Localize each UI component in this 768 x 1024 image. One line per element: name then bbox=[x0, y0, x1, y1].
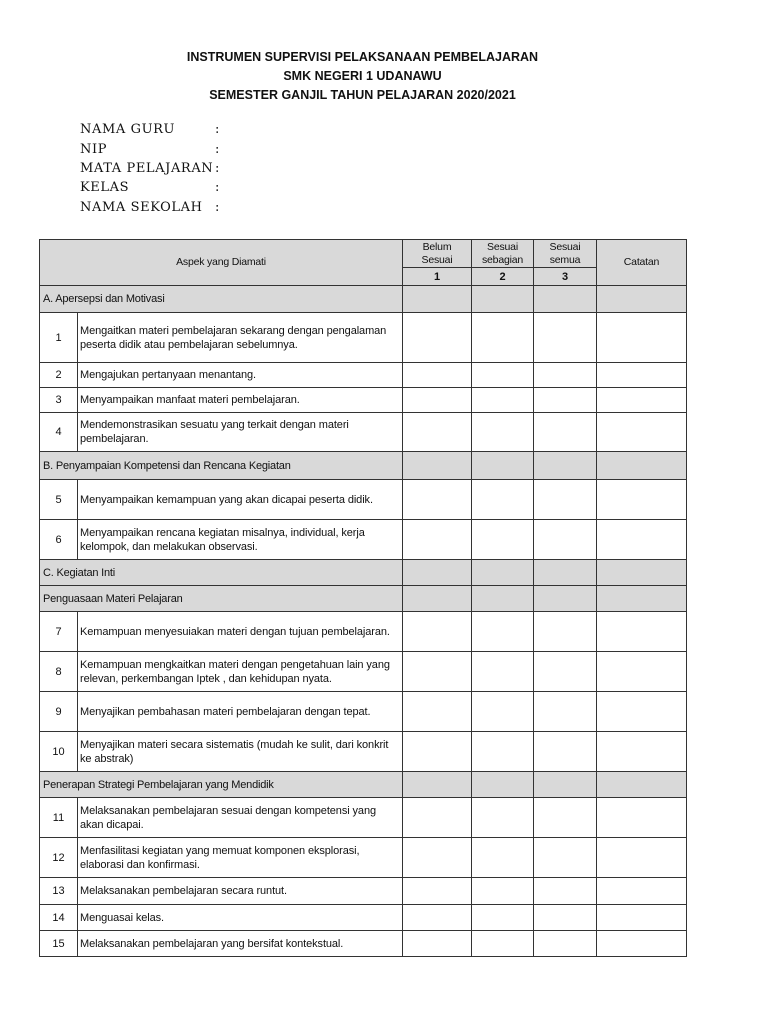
score-cell[interactable] bbox=[472, 772, 534, 798]
score-cell[interactable] bbox=[403, 313, 472, 363]
score-cell[interactable] bbox=[403, 772, 472, 798]
header-aspek: Aspek yang Diamati bbox=[40, 240, 403, 286]
notes-cell[interactable] bbox=[597, 878, 687, 905]
table-row bbox=[40, 413, 687, 452]
score-cell[interactable] bbox=[403, 838, 472, 878]
row-number: 15 bbox=[40, 931, 78, 957]
header-score-3: 3 bbox=[534, 268, 597, 286]
score-cell[interactable] bbox=[472, 413, 534, 452]
score-cell[interactable] bbox=[403, 452, 472, 480]
row-aspect-text: Menyampaikan rencana kegiatan misalnya, individual, kerja kelompok, dan melakukan observasi. bbox=[78, 520, 403, 560]
score-cell[interactable] bbox=[403, 878, 472, 905]
row-number: 12 bbox=[40, 838, 78, 878]
score-cell[interactable] bbox=[403, 652, 472, 692]
score-cell[interactable] bbox=[472, 905, 534, 931]
table-row bbox=[40, 931, 687, 957]
score-cell[interactable] bbox=[534, 772, 597, 798]
section-row bbox=[40, 586, 687, 612]
score-cell[interactable] bbox=[403, 560, 472, 586]
notes-cell[interactable] bbox=[597, 560, 687, 586]
score-cell[interactable] bbox=[472, 612, 534, 652]
score-cell[interactable] bbox=[472, 732, 534, 772]
score-cell[interactable] bbox=[472, 692, 534, 732]
notes-cell[interactable] bbox=[597, 931, 687, 957]
score-cell[interactable] bbox=[403, 612, 472, 652]
field-label: MATA PELAJARAN bbox=[80, 161, 214, 176]
score-cell[interactable] bbox=[534, 586, 597, 612]
row-number: 4 bbox=[40, 413, 78, 452]
school-name: SMK NEGERI 1 UDANAWU bbox=[283, 69, 442, 83]
score-cell[interactable] bbox=[534, 905, 597, 931]
notes-cell[interactable] bbox=[597, 313, 687, 363]
notes-cell[interactable] bbox=[597, 732, 687, 772]
row-aspect-text: Menguasai kelas. bbox=[78, 905, 403, 931]
notes-cell[interactable] bbox=[597, 520, 687, 560]
header-sesuai-sebagian: Sesuai sebagian bbox=[472, 240, 534, 268]
notes-cell[interactable] bbox=[597, 905, 687, 931]
field-colon: : bbox=[215, 161, 220, 176]
score-cell[interactable] bbox=[403, 732, 472, 772]
supervision-table bbox=[39, 239, 687, 957]
table-row bbox=[40, 313, 687, 363]
score-cell[interactable] bbox=[472, 652, 534, 692]
document-title: INSTRUMEN SUPERVISI PELAKSANAAN PEMBELAJARAN bbox=[186, 50, 539, 64]
score-cell[interactable] bbox=[472, 878, 534, 905]
notes-cell[interactable] bbox=[597, 413, 687, 452]
score-cell[interactable] bbox=[403, 931, 472, 957]
row-aspect-text: Menyajikan materi secara sistematis (mudah ke sulit, dari konkrit ke abstrak) bbox=[78, 732, 403, 772]
notes-cell[interactable] bbox=[597, 612, 687, 652]
score-cell[interactable] bbox=[403, 520, 472, 560]
table-row bbox=[40, 388, 687, 413]
score-cell[interactable] bbox=[403, 692, 472, 732]
row-aspect-text: Mengajukan pertanyaan menantang. bbox=[78, 363, 403, 388]
score-cell[interactable] bbox=[403, 905, 472, 931]
section-row bbox=[40, 560, 687, 586]
score-cell[interactable] bbox=[403, 388, 472, 413]
header-catatan: Catatan bbox=[597, 240, 687, 286]
notes-cell[interactable] bbox=[597, 652, 687, 692]
score-cell[interactable] bbox=[534, 363, 597, 388]
field-nama-guru bbox=[80, 120, 260, 140]
row-number: 1 bbox=[40, 313, 78, 363]
row-number: 2 bbox=[40, 363, 78, 388]
notes-cell[interactable] bbox=[597, 480, 687, 520]
score-cell[interactable] bbox=[534, 692, 597, 732]
header-score-1: 1 bbox=[403, 268, 472, 286]
notes-cell[interactable] bbox=[597, 452, 687, 480]
row-number: 3 bbox=[40, 388, 78, 413]
score-cell[interactable] bbox=[403, 413, 472, 452]
table-row bbox=[40, 480, 687, 520]
table-row bbox=[40, 798, 687, 838]
row-aspect-text: Kemampuan mengkaitkan materi dengan pengetahuan lain yang relevan, perkembangan Iptek , dan kehidupan nyata. bbox=[78, 652, 403, 692]
score-cell[interactable] bbox=[534, 838, 597, 878]
row-number: 8 bbox=[40, 652, 78, 692]
score-cell[interactable] bbox=[403, 363, 472, 388]
field-colon: : bbox=[215, 122, 220, 137]
field-nip bbox=[80, 140, 260, 160]
score-cell[interactable] bbox=[534, 452, 597, 480]
score-cell[interactable] bbox=[472, 931, 534, 957]
table-row bbox=[40, 838, 687, 878]
field-kelas bbox=[80, 178, 260, 198]
row-aspect-text: Menyajikan pembahasan materi pembelajaran dengan tepat. bbox=[78, 692, 403, 732]
score-cell[interactable] bbox=[534, 931, 597, 957]
score-cell[interactable] bbox=[472, 798, 534, 838]
row-aspect-text: Melaksanakan pembelajaran secara runtut. bbox=[78, 878, 403, 905]
score-cell[interactable] bbox=[403, 798, 472, 838]
score-cell[interactable] bbox=[534, 798, 597, 838]
field-colon: : bbox=[215, 200, 220, 215]
row-number: 7 bbox=[40, 612, 78, 652]
subsection-c2-label: Penerapan Strategi Pembelajaran yang Mendidik bbox=[40, 772, 403, 798]
score-cell[interactable] bbox=[472, 363, 534, 388]
field-label: NIP bbox=[80, 142, 108, 157]
table-row bbox=[40, 905, 687, 931]
table-row bbox=[40, 878, 687, 905]
score-cell[interactable] bbox=[403, 286, 472, 313]
table-row bbox=[40, 612, 687, 652]
score-cell[interactable] bbox=[472, 560, 534, 586]
table-row bbox=[40, 520, 687, 560]
score-cell[interactable] bbox=[534, 388, 597, 413]
score-cell[interactable] bbox=[472, 586, 534, 612]
notes-cell[interactable] bbox=[597, 363, 687, 388]
notes-cell[interactable] bbox=[597, 692, 687, 732]
field-label: KELAS bbox=[80, 180, 130, 195]
section-row bbox=[40, 772, 687, 798]
score-cell[interactable] bbox=[534, 480, 597, 520]
score-cell[interactable] bbox=[472, 480, 534, 520]
field-mata-pelajaran bbox=[80, 159, 260, 179]
notes-cell[interactable] bbox=[597, 838, 687, 878]
table-header-row bbox=[40, 240, 687, 268]
row-aspect-text: Mengaitkan materi pembelajaran sekarang dengan pengalaman peserta didik atau pembelajaran sebelumnya. bbox=[78, 313, 403, 363]
table-row bbox=[40, 652, 687, 692]
row-number: 11 bbox=[40, 798, 78, 838]
row-aspect-text: Melaksanakan pembelajaran sesuai dengan kompetensi yang akan dicapai. bbox=[78, 798, 403, 838]
row-number: 9 bbox=[40, 692, 78, 732]
section-a-label: A. Apersepsi dan Motivasi bbox=[40, 286, 403, 313]
header-score-2: 2 bbox=[472, 268, 534, 286]
section-b-label: B. Penyampaian Kompetensi dan Rencana Kegiatan bbox=[40, 452, 403, 480]
score-cell[interactable] bbox=[403, 586, 472, 612]
section-c-label: C. Kegiatan Inti bbox=[40, 560, 403, 586]
row-number: 10 bbox=[40, 732, 78, 772]
score-cell[interactable] bbox=[534, 520, 597, 560]
row-aspect-text: Menyampaikan manfaat materi pembelajaran. bbox=[78, 388, 403, 413]
score-cell[interactable] bbox=[472, 388, 534, 413]
field-colon: : bbox=[215, 142, 220, 157]
row-aspect-text: Menyampaikan kemampuan yang akan dicapai peserta didik. bbox=[78, 480, 403, 520]
score-cell[interactable] bbox=[534, 560, 597, 586]
notes-cell[interactable] bbox=[597, 388, 687, 413]
score-cell[interactable] bbox=[534, 732, 597, 772]
notes-cell[interactable] bbox=[597, 798, 687, 838]
row-number: 13 bbox=[40, 878, 78, 905]
score-cell[interactable] bbox=[534, 413, 597, 452]
score-cell[interactable] bbox=[472, 452, 534, 480]
notes-cell[interactable] bbox=[597, 772, 687, 798]
score-cell[interactable] bbox=[534, 652, 597, 692]
header-belum-sesuai: Belum Sesuai bbox=[403, 240, 472, 268]
field-colon: : bbox=[215, 180, 220, 195]
score-cell[interactable] bbox=[534, 878, 597, 905]
row-aspect-text: Menfasilitasi kegiatan yang memuat komponen eksplorasi, elaborasi dan konfirmasi. bbox=[78, 838, 403, 878]
table-row bbox=[40, 732, 687, 772]
field-label: NAMA GURU bbox=[80, 122, 176, 137]
section-row bbox=[40, 452, 687, 480]
score-cell[interactable] bbox=[472, 313, 534, 363]
score-cell[interactable] bbox=[534, 612, 597, 652]
row-number: 6 bbox=[40, 520, 78, 560]
field-nama-sekolah bbox=[80, 198, 260, 218]
table-row bbox=[40, 363, 687, 388]
semester-line: SEMESTER GANJIL TAHUN PELAJARAN 2020/2021 bbox=[209, 88, 516, 102]
row-number: 14 bbox=[40, 905, 78, 931]
notes-cell[interactable] bbox=[597, 286, 687, 313]
score-cell[interactable] bbox=[472, 520, 534, 560]
table-row bbox=[40, 692, 687, 732]
score-cell[interactable] bbox=[403, 480, 472, 520]
score-cell[interactable] bbox=[472, 838, 534, 878]
field-label: NAMA SEKOLAH bbox=[80, 200, 203, 215]
score-cell[interactable] bbox=[534, 286, 597, 313]
row-aspect-text: Kemampuan menyesuiakan materi dengan tujuan pembelajaran. bbox=[78, 612, 403, 652]
subsection-c1-label: Penguasaan Materi Pelajaran bbox=[40, 586, 403, 612]
notes-cell[interactable] bbox=[597, 586, 687, 612]
row-number: 5 bbox=[40, 480, 78, 520]
row-aspect-text: Mendemonstrasikan sesuatu yang terkait dengan materi pembelajaran. bbox=[78, 413, 403, 452]
section-row bbox=[40, 286, 687, 313]
row-aspect-text: Melaksanakan pembelajaran yang bersifat kontekstual. bbox=[78, 931, 403, 957]
score-cell[interactable] bbox=[534, 313, 597, 363]
header-sesuai-semua: Sesuai semua bbox=[534, 240, 597, 268]
score-cell[interactable] bbox=[472, 286, 534, 313]
